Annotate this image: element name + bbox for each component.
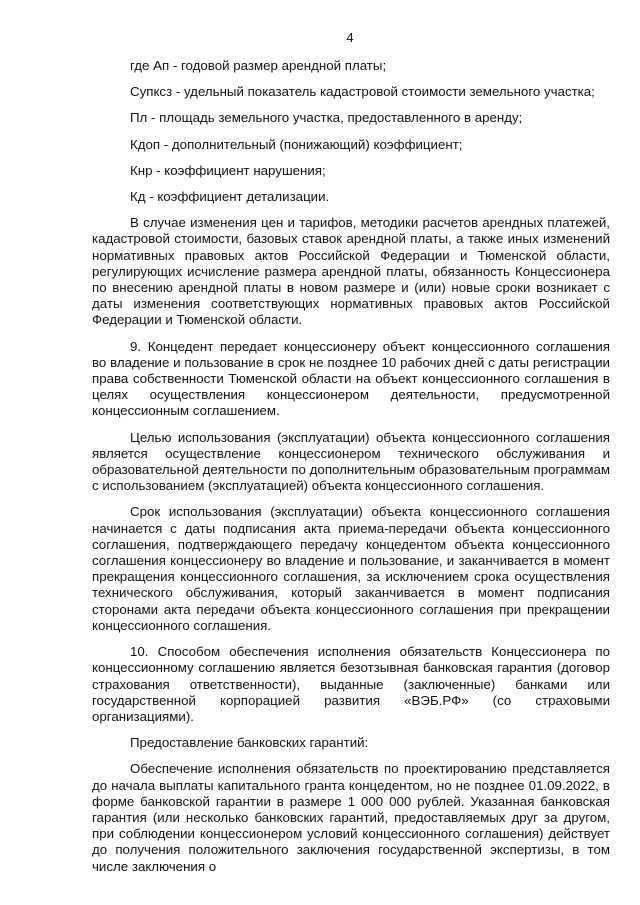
paragraph-ap-definition: где Ап - годовой размер арендной платы; — [130, 58, 387, 73]
paragraph-knr-definition: Кнр - коэффициент нарушения; — [130, 162, 326, 178]
paragraph-supksz-definition: Супксз - удельный показатель кадастровой стоимости земельного участка; — [130, 84, 595, 100]
paragraph-kd-definition: Кд - коэффициент детализации. — [130, 189, 330, 205]
document-body — [92, 58, 614, 880]
paragraph-rent-changes: В случае изменения цен и тарифов, методики расчетов арендных платежей, кадастровой стоимости, базовых ставок арендной платы, а также иных изменений нормативных правовых актов Российской Федерации и Тюменской области, регулирующих исчисление размера арендной платы, обязанность Концессионера по внесению арендной платы в новом размере и (или) новые сроки возникает с даты изменения соответствующих нормативных правовых актов Российской Федерации и Тюменской области. — [92, 215, 614, 328]
page-number: 4 — [346, 30, 354, 45]
paragraph-term-of-use: Срок использования (эксплуатации) объекта концессионного соглашения начинается с даты подписания акта приема-передачи объекта концессионного соглашения, подтверждающего передачу концедентом объекта концессионного соглашения концессионеру во владение и пользование, и заканчивается в момент прекращения концессионного соглашения, за исключением срока осуществления технического обслуживания, который заканчивается в момент подписания сторонами акта передачи объекта концессионного соглашения при прекращении концессионного соглашения. — [92, 504, 614, 633]
paragraph-clause-10: 10. Способом обеспечения исполнения обязательств Концессионера по концессионному соглашению является безотзывная банковская гарантия (договор страхования ответственности), выданные (заключенные) банками или государственной корпорацией развития «ВЭБ.РФ» (со страховыми организациями). — [92, 644, 614, 724]
paragraph-bank-guarantees-heading: Предоставление банковских гарантий: — [130, 735, 369, 751]
paragraph-pl-definition: Пл - площадь земельного участка, предоставленного в аренду; — [130, 110, 523, 126]
paragraph-design-obligation: Обеспечение исполнения обязательств по проектированию представляется до начала выплаты капитального гранта концедентом, но не позднее 01.09.2022, в форме банковской гарантии в размере 1 000 000 рублей. Указанная банковская гарантия (или несколько банковских гарантий, предоставляемых друг за другом, при соблюдении концессионером условий концессионного соглашения) действует до получения положительного заключения государственной экспертизы, в том числе заключения о — [92, 761, 614, 874]
paragraph-clause-9: 9. Концедент передает концессионеру объект концессионного соглашения во владение и пользование в срок не позднее 10 рабочих дней с даты регистрации права собственности Тюменской области на объект концессионного соглашения в целях осуществления концессионером деятельности, предусмотренной концессионным соглашением. — [92, 338, 614, 419]
paragraph-kdop-definition: Кдоп - дополнительный (понижающий) коэффициент; — [130, 136, 463, 152]
paragraph-purpose: Целью использования (эксплуатации) объекта концессионного соглашения является осуществление концессионером технического обслуживания и образовательной деятельности по дополнительным образовательным программам с использованием (эксплуатацией) объекта концессионного соглашения. — [92, 429, 614, 494]
